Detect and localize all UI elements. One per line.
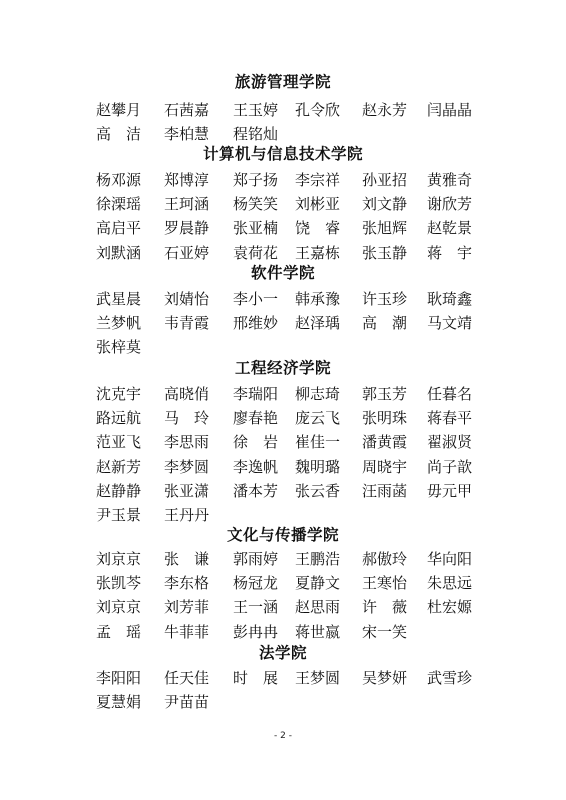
name-row — [0, 505, 566, 527]
student-name: 武雪珍 — [427, 669, 473, 687]
student-name: 罗晨静 — [164, 219, 210, 238]
student-name: 郑博淳 — [164, 171, 210, 189]
student-name: 许玉珍 — [362, 290, 408, 308]
student-name: 潘本芳 — [233, 481, 279, 500]
name-row — [0, 432, 566, 454]
student-name: 闫晶晶 — [427, 101, 473, 119]
student-name: 张云香 — [295, 481, 341, 500]
student-name: 潘黄霞 — [362, 433, 408, 452]
student-name: 徐溧瑶 — [96, 195, 142, 214]
student-name: 范亚飞 — [96, 433, 142, 452]
student-name: 郝傲玲 — [362, 550, 408, 568]
student-name: 许薇 — [362, 598, 423, 617]
name-row — [0, 384, 566, 406]
student-name: 毋元甲 — [427, 481, 473, 500]
student-name: 杨笑笑 — [233, 195, 279, 214]
name-row — [0, 170, 566, 192]
student-name: 高启平 — [96, 219, 142, 238]
student-name: 袁荷花 — [233, 243, 279, 262]
student-name: 夏慧娟 — [96, 693, 142, 712]
section-heading: 文化与传播学院 — [226, 525, 339, 544]
student-name: 蒋春平 — [427, 409, 473, 428]
student-name: 沈克宇 — [96, 385, 142, 403]
student-name: 张明珠 — [362, 409, 408, 428]
student-name: 徐岩 — [233, 433, 294, 452]
student-name: 李逸帆 — [233, 457, 279, 476]
section-heading: 旅游管理学院 — [234, 72, 331, 91]
student-name: 宋一笑 — [362, 622, 408, 641]
student-name: 石亚婷 — [164, 243, 210, 262]
student-name: 王梦圆 — [295, 669, 341, 687]
student-name: 刘京京 — [96, 598, 142, 617]
student-name: 耿琦鑫 — [427, 290, 473, 308]
student-name: 高潮 — [362, 314, 423, 333]
student-name: 尹苗苗 — [164, 693, 210, 712]
student-name: 张旭辉 — [362, 219, 408, 238]
student-name: 赵永芳 — [362, 101, 408, 119]
student-name: 汪雨菡 — [362, 481, 408, 500]
student-name: 张亚潇 — [164, 481, 210, 500]
student-name: 兰梦帆 — [96, 314, 142, 333]
student-name: 周晓宇 — [362, 457, 408, 476]
student-name: 马文靖 — [427, 314, 473, 333]
student-name: 时展 — [233, 669, 294, 687]
student-name: 赵泽瑀 — [295, 314, 341, 333]
student-name: 蒋宇 — [427, 243, 488, 262]
student-name: 王鹏浩 — [295, 550, 341, 568]
name-row — [0, 597, 566, 619]
student-name: 王丹丹 — [164, 506, 210, 524]
name-row — [0, 313, 566, 335]
student-name: 张凯芩 — [96, 574, 142, 593]
name-row — [0, 481, 566, 503]
student-name: 刘默涵 — [96, 243, 142, 262]
student-name: 廖春艳 — [233, 409, 279, 428]
student-name: 李思雨 — [164, 433, 210, 452]
student-name: 王嘉栋 — [295, 243, 341, 262]
name-row — [0, 100, 566, 122]
student-name: 邢维妙 — [233, 314, 279, 333]
student-name: 刘彬亚 — [295, 195, 341, 214]
student-name: 张谦 — [164, 550, 225, 568]
student-name: 高洁 — [96, 125, 157, 144]
name-row — [0, 457, 566, 479]
student-name: 李阳阳 — [96, 669, 142, 687]
name-row — [0, 668, 566, 690]
student-name: 牛菲菲 — [164, 622, 210, 641]
student-name: 赵思雨 — [295, 598, 341, 617]
name-row — [0, 622, 566, 644]
student-name: 王珂涵 — [164, 195, 210, 214]
student-name: 夏静文 — [295, 574, 341, 593]
student-name: 程铭灿 — [233, 125, 279, 144]
student-name: 杨冠龙 — [233, 574, 279, 593]
student-name: 王玉婷 — [233, 101, 279, 119]
student-name: 尚子歆 — [427, 457, 473, 476]
student-name: 谢欣芳 — [427, 195, 473, 214]
name-row — [0, 124, 566, 146]
student-name: 孔令欣 — [295, 101, 341, 119]
student-name: 崔佳一 — [295, 433, 341, 452]
student-name: 韦青霞 — [164, 314, 210, 333]
student-name: 张玉静 — [362, 243, 408, 262]
name-row — [0, 218, 566, 240]
student-name: 杨邓源 — [96, 171, 142, 189]
student-name: 李梦圆 — [164, 457, 210, 476]
name-row — [0, 573, 566, 595]
student-name: 赵乾景 — [427, 219, 473, 238]
student-name: 郭玉芳 — [362, 385, 408, 403]
section-heading: 计算机与信息技术学院 — [202, 144, 363, 163]
section-heading: 软件学院 — [250, 263, 315, 282]
student-name: 高晓俏 — [164, 385, 210, 403]
name-row — [0, 194, 566, 216]
student-name: 石茜嘉 — [164, 101, 210, 119]
student-name: 李瑞阳 — [233, 385, 279, 403]
student-name: 李柏慧 — [164, 125, 210, 144]
student-name: 任暮名 — [427, 385, 473, 403]
student-name: 柳志琦 — [295, 385, 341, 403]
student-name: 李宗祥 — [295, 171, 341, 189]
student-name: 蒋世嬴 — [295, 622, 341, 641]
student-name: 黄雅奇 — [427, 171, 473, 189]
student-name: 孟瑶 — [96, 622, 157, 641]
student-name: 孙亚招 — [362, 171, 408, 189]
student-name: 路远航 — [96, 409, 142, 428]
student-name: 华向阳 — [427, 550, 473, 568]
section-heading: 工程经济学院 — [234, 358, 331, 377]
student-name: 王一涵 — [233, 598, 279, 617]
student-name: 尹玉景 — [96, 506, 142, 524]
name-row — [0, 692, 566, 714]
name-row — [0, 243, 566, 265]
student-name: 赵新芳 — [96, 457, 142, 476]
student-name: 郭雨婷 — [233, 550, 279, 568]
student-name: 饶睿 — [295, 219, 356, 238]
student-name: 张亚楠 — [233, 219, 279, 238]
student-name: 李东格 — [164, 574, 210, 593]
student-name: 庞云飞 — [295, 409, 341, 428]
student-name: 武星晨 — [96, 290, 142, 308]
student-name: 郑子扬 — [233, 171, 279, 189]
student-name: 赵攀月 — [96, 101, 142, 119]
student-name: 刘京京 — [96, 550, 142, 568]
student-name: 刘婧怡 — [164, 290, 210, 308]
name-row — [0, 408, 566, 430]
student-name: 吴梦妍 — [362, 669, 408, 687]
student-name: 韩承豫 — [295, 290, 341, 308]
student-name: 朱思远 — [427, 574, 473, 593]
student-name: 杜宏嫄 — [427, 598, 473, 617]
student-name: 任天佳 — [164, 669, 210, 687]
student-name: 魏明璐 — [295, 457, 341, 476]
student-name: 刘文静 — [362, 195, 408, 214]
student-name: 张梓莫 — [96, 338, 142, 357]
student-name: 马玲 — [164, 409, 225, 428]
page-number: - 2 - — [274, 731, 292, 741]
student-name: 刘芳菲 — [164, 598, 210, 617]
name-row — [0, 549, 566, 571]
student-name: 翟淑贤 — [427, 433, 473, 452]
student-name: 赵静静 — [96, 481, 142, 500]
section-heading: 法学院 — [258, 643, 307, 662]
name-row — [0, 289, 566, 311]
student-name: 彭冉冉 — [233, 622, 279, 641]
student-name: 李小一 — [233, 290, 279, 308]
name-row — [0, 337, 566, 359]
student-name: 王寒怡 — [362, 574, 408, 593]
